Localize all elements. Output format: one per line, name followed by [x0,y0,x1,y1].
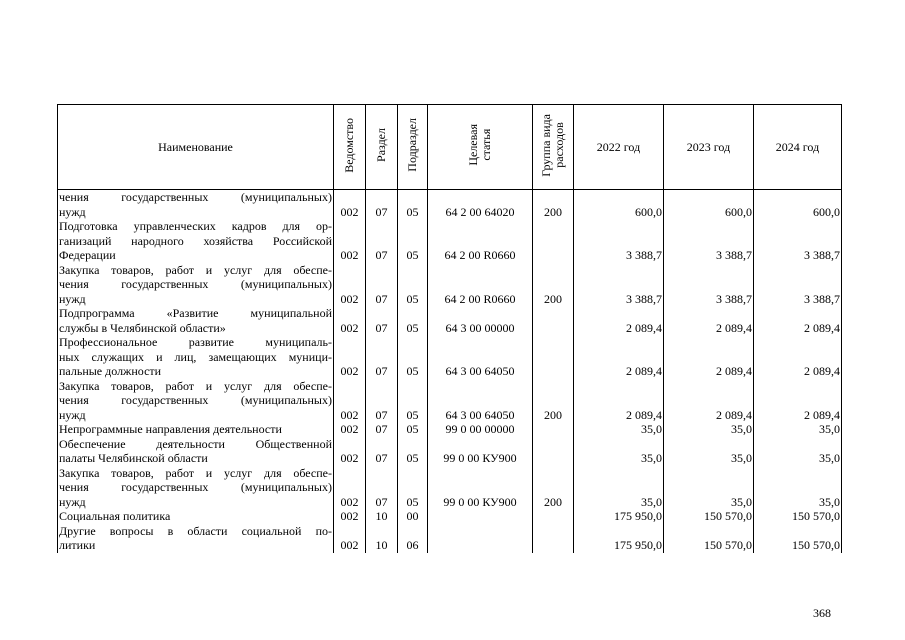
row-razdel: 07 [366,335,398,379]
row-name-line: Закупка товаров, работ и услуг для обеспе- [59,378,332,393]
row-name-line: нужд [59,291,86,306]
row-name-line: ных служащих и лиц, замещающих муници- [59,349,332,364]
table-row [58,306,842,335]
row-gruppa-rashodov [533,422,574,437]
row-name-line: нужд [59,407,86,422]
row-amount-2024: 2 089,4 [754,379,842,423]
table-header [58,105,842,190]
row-vedomstvo: 002 [334,335,366,379]
row-amount-2023: 35,0 [664,466,754,510]
row-razdel: 10 [366,509,398,524]
table-row [58,524,842,553]
row-celevaya-statya: 99 0 00 КУ900 [428,466,533,510]
row-podrazdel: 06 [398,524,428,553]
row-name-line: чения государственных (муниципальных) [59,480,332,494]
row-name [58,306,334,335]
row-name-line: чения государственных (муниципальных) [59,277,332,291]
row-name [58,263,334,307]
row-name-line: Профессиональное развитие муниципаль- [59,335,332,349]
row-celevaya-statya: 64 2 00 R0660 [428,263,533,307]
row-amount-2022: 3 388,7 [574,219,664,263]
row-razdel: 07 [366,263,398,307]
row-podrazdel: 05 [398,335,428,379]
row-amount-2023: 150 570,0 [664,509,754,524]
row-vedomstvo: 002 [334,306,366,335]
row-amount-2024: 2 089,4 [754,335,842,379]
row-name [58,422,334,437]
row-celevaya-statya: 99 0 00 КУ900 [428,437,533,466]
table-row [58,263,842,307]
table-row [58,509,842,524]
row-podrazdel: 05 [398,437,428,466]
row-vedomstvo: 002 [334,219,366,263]
row-celevaya-statya: 64 3 00 64050 [428,335,533,379]
row-podrazdel: 05 [398,379,428,423]
budget-table [57,104,842,553]
row-amount-2022: 3 388,7 [574,263,664,307]
row-amount-2023: 600,0 [664,190,754,220]
row-gruppa-rashodov [533,306,574,335]
header-celevaya-statya: Целевая статья [428,105,533,190]
row-celevaya-statya: 64 3 00 00000 [428,306,533,335]
row-name-line: ганизаций народного хозяйства Российской [59,233,332,248]
header-year-2023: 2023 год [664,105,754,190]
row-amount-2024: 2 089,4 [754,306,842,335]
table-row [58,379,842,423]
row-name-line: службы в Челябинской области» [59,320,226,335]
header-name: Наименование [58,105,334,190]
row-celevaya-statya [428,509,533,524]
table-row [58,437,842,466]
row-amount-2023: 150 570,0 [664,524,754,553]
row-name [58,509,334,524]
row-name-line: Подпрограмма «Развитие муниципальной [59,306,332,320]
row-gruppa-rashodov: 200 [533,379,574,423]
row-gruppa-rashodov [533,219,574,263]
row-name-line: пальные должности [59,364,162,378]
row-gruppa-rashodov [533,509,574,524]
row-razdel: 07 [366,422,398,437]
row-amount-2022: 35,0 [574,437,664,466]
row-razdel: 07 [366,306,398,335]
budget-table-sheet [57,104,841,553]
row-podrazdel: 05 [398,306,428,335]
row-name-line: Закупка товаров, работ и услуг для обеспе- [59,465,332,480]
row-amount-2023: 35,0 [664,437,754,466]
row-name [58,219,334,263]
row-name-line: Федерации [59,248,116,262]
row-name-line: Подготовка управленческих кадров для ор- [59,219,332,233]
table-row [58,219,842,263]
row-celevaya-statya: 64 3 00 64050 [428,379,533,423]
header-year-2022: 2022 год [574,105,664,190]
row-vedomstvo: 002 [334,379,366,423]
row-amount-2023: 2 089,4 [664,379,754,423]
row-vedomstvo: 002 [334,422,366,437]
row-celevaya-statya: 99 0 00 00000 [428,422,533,437]
row-name [58,524,334,553]
row-gruppa-rashodov: 200 [533,263,574,307]
row-gruppa-rashodov [533,524,574,553]
header-year-2024: 2024 год [754,105,842,190]
row-name-line: Непрограммные направления деятельности [59,422,282,436]
row-vedomstvo: 002 [334,437,366,466]
header-podrazdel: Подраздел [398,105,428,190]
row-name-line: Другие вопросы в области социальной по- [59,523,332,538]
row-podrazdel: 00 [398,509,428,524]
row-amount-2022: 2 089,4 [574,379,664,423]
row-razdel: 07 [366,219,398,263]
row-amount-2022: 2 089,4 [574,306,664,335]
row-gruppa-rashodov: 200 [533,466,574,510]
row-amount-2023: 2 089,4 [664,335,754,379]
row-podrazdel: 05 [398,422,428,437]
row-celevaya-statya [428,524,533,553]
row-amount-2023: 2 089,4 [664,306,754,335]
row-podrazdel: 05 [398,219,428,263]
row-amount-2024: 3 388,7 [754,219,842,263]
header-razdel: Раздел [366,105,398,190]
table-body [58,190,842,553]
row-amount-2024: 150 570,0 [754,509,842,524]
row-name-line: палаты Челябинской области [59,451,208,465]
row-razdel: 07 [366,379,398,423]
header-vedomstvo: Ведомство [334,105,366,190]
row-vedomstvo: 002 [334,524,366,553]
row-amount-2024: 35,0 [754,422,842,437]
row-amount-2022: 35,0 [574,422,664,437]
row-name [58,466,334,510]
row-name [58,190,334,220]
row-amount-2024: 3 388,7 [754,263,842,307]
row-name [58,335,334,379]
row-amount-2024: 600,0 [754,190,842,220]
row-name-line: нужд [59,494,86,509]
row-amount-2024: 35,0 [754,437,842,466]
row-podrazdel: 05 [398,466,428,510]
table-row [58,466,842,510]
row-amount-2023: 35,0 [664,422,754,437]
row-vedomstvo: 002 [334,190,366,220]
row-name-line: Обеспечение деятельности Общественной [59,436,332,451]
row-celevaya-statya: 64 2 00 R0660 [428,219,533,263]
row-name-line: Закупка товаров, работ и услуг для обеспе- [59,262,332,277]
row-amount-2022: 175 950,0 [574,524,664,553]
row-amount-2022: 175 950,0 [574,509,664,524]
row-razdel: 07 [366,437,398,466]
row-amount-2023: 3 388,7 [664,219,754,263]
row-name-line: чения государственных (муниципальных) [59,393,332,407]
page-number: 368 [813,606,831,620]
row-amount-2022: 35,0 [574,466,664,510]
row-razdel: 07 [366,190,398,220]
row-podrazdel: 05 [398,263,428,307]
row-gruppa-rashodov [533,335,574,379]
row-amount-2022: 2 089,4 [574,335,664,379]
row-name [58,437,334,466]
row-name-line: Социальная политика [59,509,171,523]
row-name-line: литики [59,538,96,552]
row-vedomstvo: 002 [334,509,366,524]
row-gruppa-rashodov [533,437,574,466]
table-row [58,422,842,437]
row-celevaya-statya: 64 2 00 64020 [428,190,533,220]
header-gruppa-vida-rashodov: Группа вида расходов [533,105,574,190]
row-name [58,379,334,423]
row-name-line: нужд [59,204,86,219]
row-amount-2024: 35,0 [754,466,842,510]
row-podrazdel: 05 [398,190,428,220]
row-razdel: 10 [366,524,398,553]
row-gruppa-rashodov: 200 [533,190,574,220]
row-razdel: 07 [366,466,398,510]
row-amount-2023: 3 388,7 [664,263,754,307]
row-amount-2024: 150 570,0 [754,524,842,553]
row-vedomstvo: 002 [334,466,366,510]
row-vedomstvo: 002 [334,263,366,307]
table-row [58,335,842,379]
row-amount-2022: 600,0 [574,190,664,220]
row-name-line: чения государственных (муниципальных) [59,190,332,204]
table-row [58,190,842,220]
